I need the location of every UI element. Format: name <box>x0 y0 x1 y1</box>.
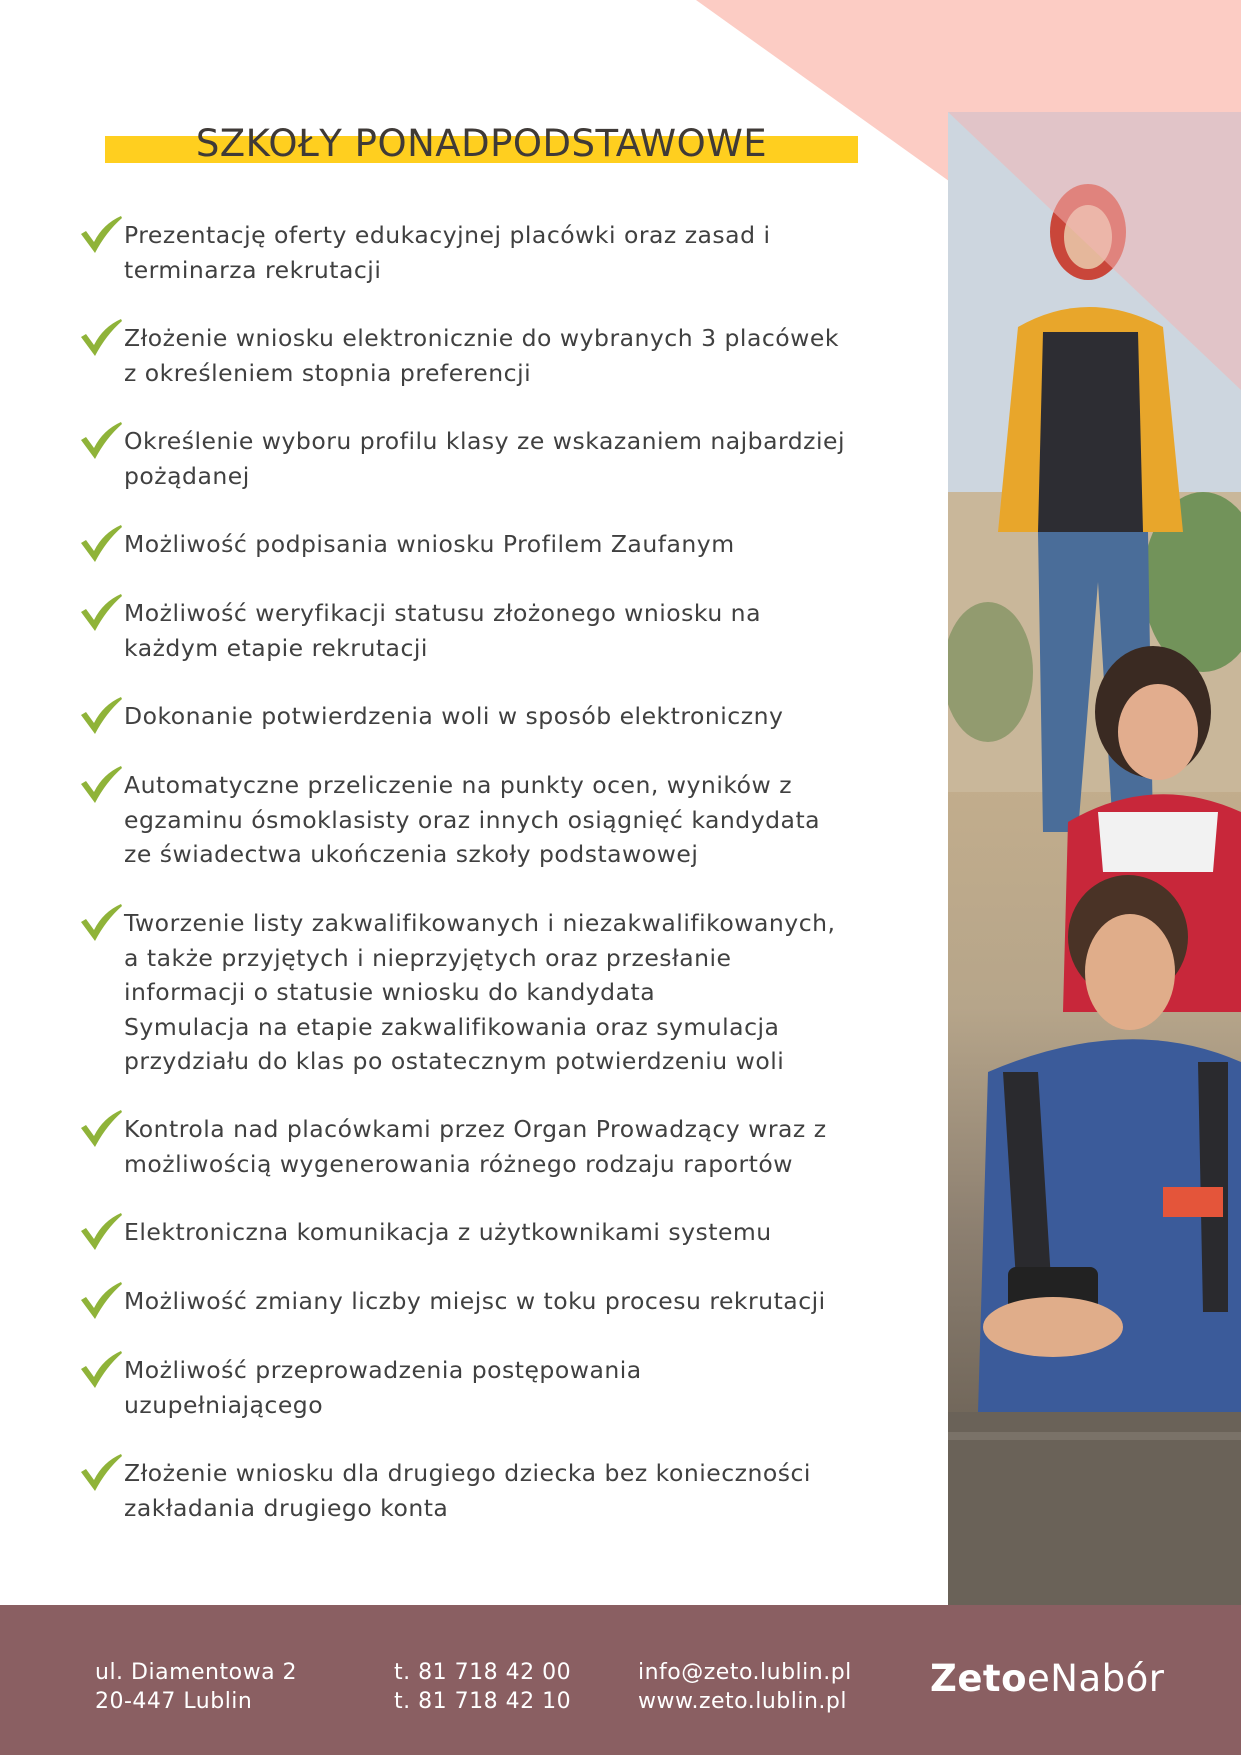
feature-text: Możliwość zmiany liczby miejsc w toku procesu rekrutacji <box>124 1287 826 1315</box>
list-item <box>78 1215 938 1250</box>
check-icon <box>78 1278 124 1324</box>
address-street: ul. Diamentowa 2 <box>95 1660 298 1685</box>
check-icon <box>78 1106 124 1152</box>
list-item <box>78 1284 938 1319</box>
list-item <box>78 1112 938 1181</box>
check-icon <box>78 1347 124 1393</box>
check-icon <box>78 900 124 946</box>
logo-light-part: eNabór <box>1027 1657 1165 1700</box>
email-link[interactable]: info@zeto.lublin.pl <box>638 1660 852 1685</box>
list-item <box>78 218 938 287</box>
list-item <box>78 424 938 493</box>
list-item <box>78 1456 938 1525</box>
check-icon <box>78 1450 124 1496</box>
feature-text: Możliwość podpisania wniosku Profilem Zaufanym <box>124 530 735 558</box>
check-icon <box>78 521 124 567</box>
phone-number-2: t. 81 718 42 10 <box>394 1689 572 1714</box>
check-icon <box>78 418 124 464</box>
list-item <box>78 321 938 390</box>
feature-text: Kontrola nad placówkami przez Organ Prowadzący wraz z możliwością wygenerowania różnego rodzaju raportów <box>124 1115 827 1178</box>
address-city: 20-447 Lublin <box>95 1689 253 1714</box>
footer-phones <box>394 1658 571 1716</box>
check-icon <box>78 693 124 739</box>
zeto-enabor-logo <box>930 1657 1164 1701</box>
check-icon <box>78 315 124 361</box>
title-wrap <box>105 122 858 166</box>
list-item <box>78 1353 938 1422</box>
logo-bold-part: Zeto <box>930 1657 1028 1700</box>
feature-text: Tworzenie listy zakwalifikowanych i niezakwalifikowanych, a także przyjętych i nieprzyjętych oraz przesłanie informacji o statusie wniosku do kandydata Symulacja na etapie zakwalifikowania oraz symulacja przydziału do klas po ostatecznym potwierdzeniu woli <box>124 909 836 1075</box>
footer-contact <box>638 1658 852 1716</box>
feature-text: Prezentację oferty edukacyjnej placówki oraz zasad i terminarza rekrutacji <box>124 221 771 284</box>
feature-text: Automatyczne przeliczenie na punkty ocen, wyników z egzaminu ósmoklasisty oraz innych osiągnięć kandydata ze świadectwa ukończenia szkoły podstawowej <box>124 771 821 868</box>
website-link[interactable]: www.zeto.lublin.pl <box>638 1689 847 1714</box>
list-item <box>78 768 938 872</box>
feature-text: Określenie wyboru profilu klasy ze wskazaniem najbardziej pożądanej <box>124 427 845 490</box>
list-item <box>78 906 938 1079</box>
footer-address <box>95 1658 297 1716</box>
feature-text: Możliwość weryfikacji statusu złożonego wniosku na każdym etapie rekrutacji <box>124 599 761 662</box>
check-icon <box>78 762 124 808</box>
check-icon <box>78 1209 124 1255</box>
footer <box>0 1605 1241 1755</box>
check-icon <box>78 212 124 258</box>
feature-text: Dokonanie potwierdzenia woli w sposób elektroniczny <box>124 702 784 730</box>
feature-text: Złożenie wniosku elektronicznie do wybranych 3 placówek z określeniem stopnia preferencji <box>124 324 839 387</box>
page-title: SZKOŁY PONADPODSTAWOWE <box>195 122 768 165</box>
list-item <box>78 596 938 665</box>
phone-number-1: t. 81 718 42 00 <box>394 1660 572 1685</box>
check-icon <box>78 590 124 636</box>
list-item <box>78 699 938 734</box>
feature-text: Możliwość przeprowadzenia postępowania uzupełniającego <box>124 1356 642 1419</box>
feature-text: Elektroniczna komunikacja z użytkownikami systemu <box>124 1218 772 1246</box>
feature-text: Złożenie wniosku dla drugiego dziecka bez konieczności zakładania drugiego konta <box>124 1459 811 1522</box>
list-item <box>78 527 938 562</box>
